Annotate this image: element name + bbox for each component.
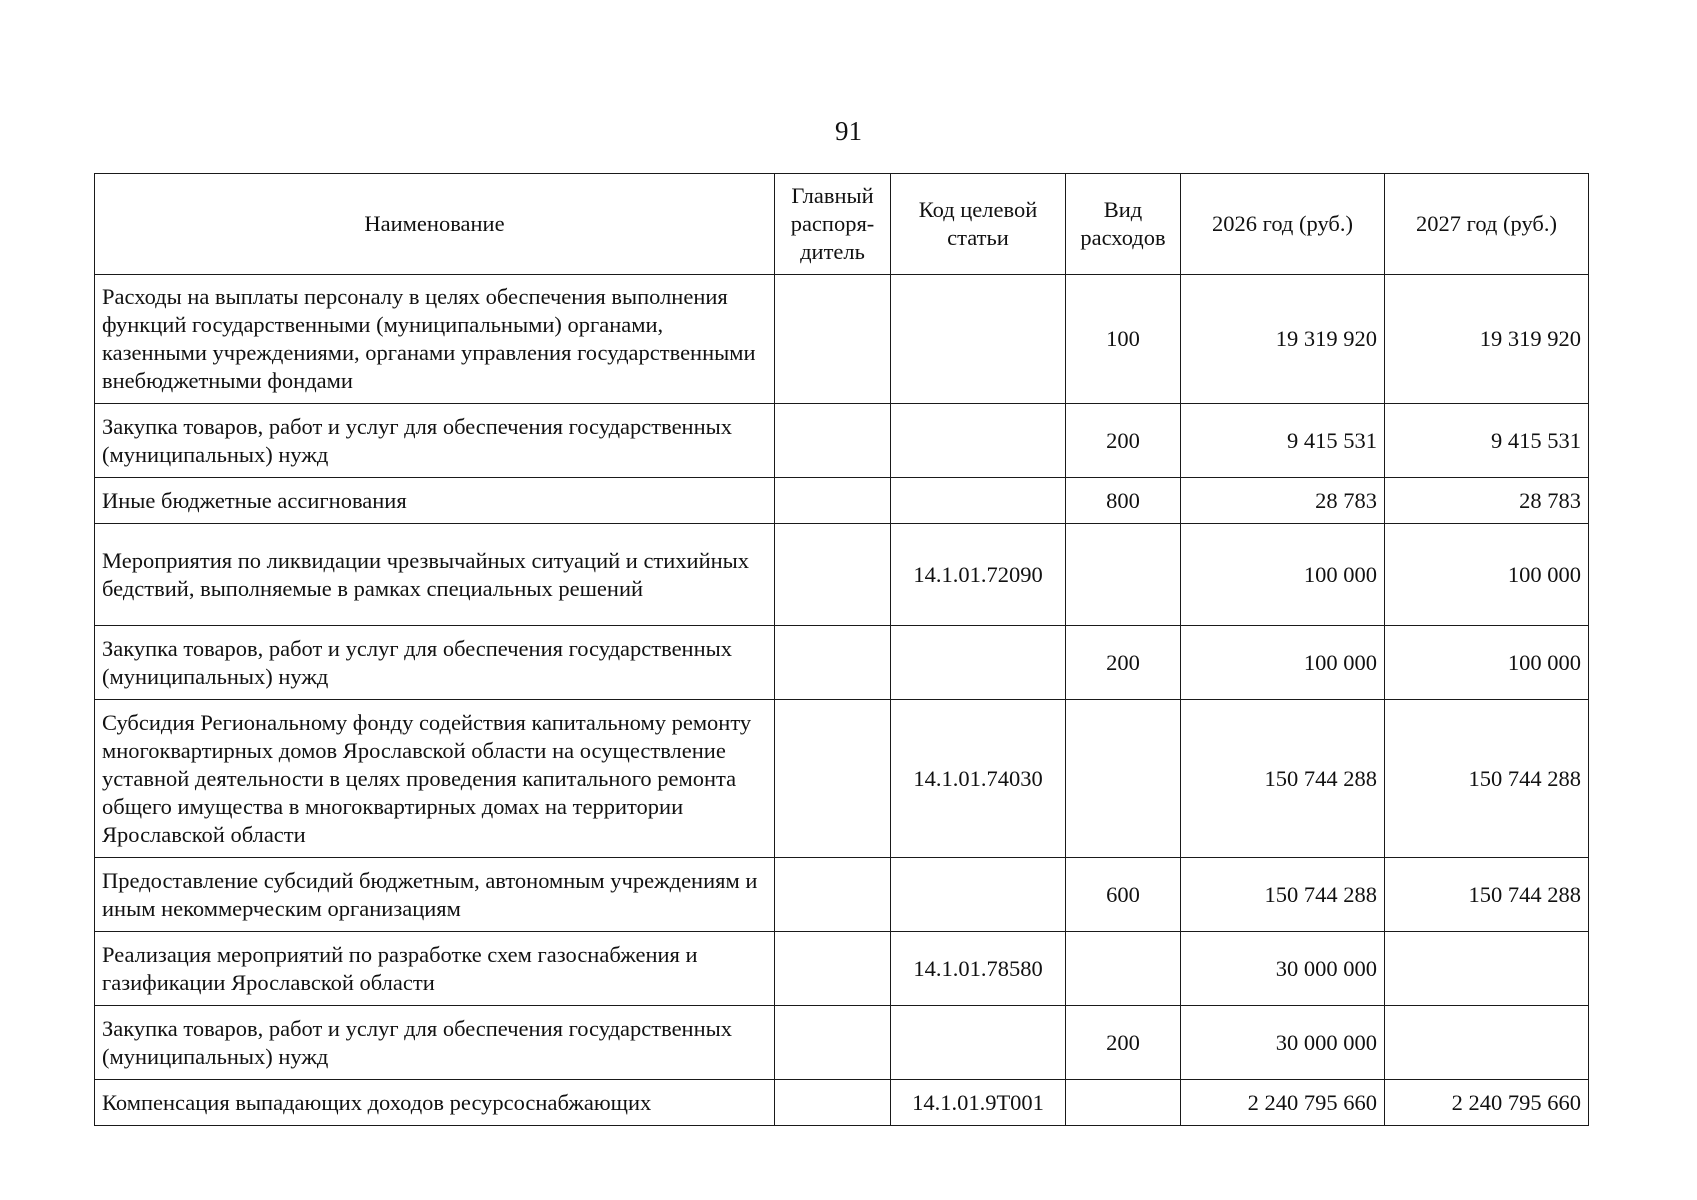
cell-name: Расходы на выплаты персоналу в целях обеспечения выполнения функций государственными (муниципальными) органами, казенными учреждениями, органами управления государственными внебюджетными фондами: [95, 275, 775, 404]
cell-2027: [1385, 932, 1589, 1006]
cell-2027: 19 319 920: [1385, 275, 1589, 404]
cell-grbs: [775, 275, 891, 404]
cell-2026: 28 783: [1181, 478, 1385, 524]
header-grbs: Главный распоря-дитель: [775, 174, 891, 275]
cell-grbs: [775, 626, 891, 700]
cell-name: Мероприятия по ликвидации чрезвычайных ситуаций и стихийных бедствий, выполняемые в рамках специальных решений: [95, 524, 775, 626]
table-row: [95, 524, 1589, 626]
cell-2026: 9 415 531: [1181, 404, 1385, 478]
cell-2026: 150 744 288: [1181, 700, 1385, 858]
cell-grbs: [775, 1080, 891, 1126]
cell-grbs: [775, 858, 891, 932]
cell-grbs: [775, 932, 891, 1006]
header-row: [95, 174, 1589, 275]
table-row: [95, 932, 1589, 1006]
cell-vid: 200: [1066, 404, 1181, 478]
cell-vid: 100: [1066, 275, 1181, 404]
header-vid: Вид расходов: [1066, 174, 1181, 275]
cell-code: [891, 404, 1066, 478]
table-row: [95, 626, 1589, 700]
cell-vid: 200: [1066, 1006, 1181, 1080]
table-row: [95, 858, 1589, 932]
cell-2026: 30 000 000: [1181, 1006, 1385, 1080]
cell-2026: 2 240 795 660: [1181, 1080, 1385, 1126]
header-year-2027: 2027 год (руб.): [1385, 174, 1589, 275]
cell-name: Компенсация выпадающих доходов ресурсоснабжающих: [95, 1080, 775, 1126]
budget-table: [94, 173, 1589, 1126]
cell-grbs: [775, 404, 891, 478]
cell-grbs: [775, 524, 891, 626]
table-row: [95, 1080, 1589, 1126]
table-row: [95, 275, 1589, 404]
cell-vid: [1066, 700, 1181, 858]
cell-vid: 800: [1066, 478, 1181, 524]
cell-name: Закупка товаров, работ и услуг для обеспечения государственных (муниципальных) нужд: [95, 1006, 775, 1080]
cell-grbs: [775, 1006, 891, 1080]
cell-name: Субсидия Региональному фонду содействия капитальному ремонту многоквартирных домов Ярославской области на осуществление уставной деятельности в целях проведения капитального ремонта общего имущества в многоквартирных домах на территории Ярославской области: [95, 700, 775, 858]
cell-2027: 150 744 288: [1385, 700, 1589, 858]
cell-code: [891, 858, 1066, 932]
cell-name: Реализация мероприятий по разработке схем газоснабжения и газификации Ярославской области: [95, 932, 775, 1006]
header-name: Наименование: [95, 174, 775, 275]
cell-vid: 200: [1066, 626, 1181, 700]
cell-name: Предоставление субсидий бюджетным, автономным учреждениям и иным некоммерческим организациям: [95, 858, 775, 932]
header-code: Код целевой статьи: [891, 174, 1066, 275]
cell-vid: [1066, 1080, 1181, 1126]
cell-2026: 100 000: [1181, 524, 1385, 626]
cell-code: 14.1.01.74030: [891, 700, 1066, 858]
cell-code: [891, 626, 1066, 700]
cell-vid: 600: [1066, 858, 1181, 932]
page-number: 91: [835, 116, 862, 146]
cell-name: Иные бюджетные ассигнования: [95, 478, 775, 524]
cell-2026: 30 000 000: [1181, 932, 1385, 1006]
cell-2026: 19 319 920: [1181, 275, 1385, 404]
cell-code: 14.1.01.9Т001: [891, 1080, 1066, 1126]
cell-code: [891, 1006, 1066, 1080]
cell-grbs: [775, 700, 891, 858]
header-year-2026: 2026 год (руб.): [1181, 174, 1385, 275]
cell-2027: 100 000: [1385, 626, 1589, 700]
cell-2027: 150 744 288: [1385, 858, 1589, 932]
cell-code: 14.1.01.72090: [891, 524, 1066, 626]
table-row: [95, 700, 1589, 858]
cell-2027: [1385, 1006, 1589, 1080]
cell-2027: 28 783: [1385, 478, 1589, 524]
cell-name: Закупка товаров, работ и услуг для обеспечения государственных (муниципальных) нужд: [95, 626, 775, 700]
cell-2026: 100 000: [1181, 626, 1385, 700]
cell-2027: 9 415 531: [1385, 404, 1589, 478]
cell-2027: 100 000: [1385, 524, 1589, 626]
cell-code: [891, 275, 1066, 404]
cell-name: Закупка товаров, работ и услуг для обеспечения государственных (муниципальных) нужд: [95, 404, 775, 478]
table-row: [95, 1006, 1589, 1080]
table-row: [95, 478, 1589, 524]
cell-vid: [1066, 932, 1181, 1006]
cell-2026: 150 744 288: [1181, 858, 1385, 932]
cell-code: 14.1.01.78580: [891, 932, 1066, 1006]
cell-vid: [1066, 524, 1181, 626]
cell-grbs: [775, 478, 891, 524]
cell-code: [891, 478, 1066, 524]
table-row: [95, 404, 1589, 478]
cell-2027: 2 240 795 660: [1385, 1080, 1589, 1126]
